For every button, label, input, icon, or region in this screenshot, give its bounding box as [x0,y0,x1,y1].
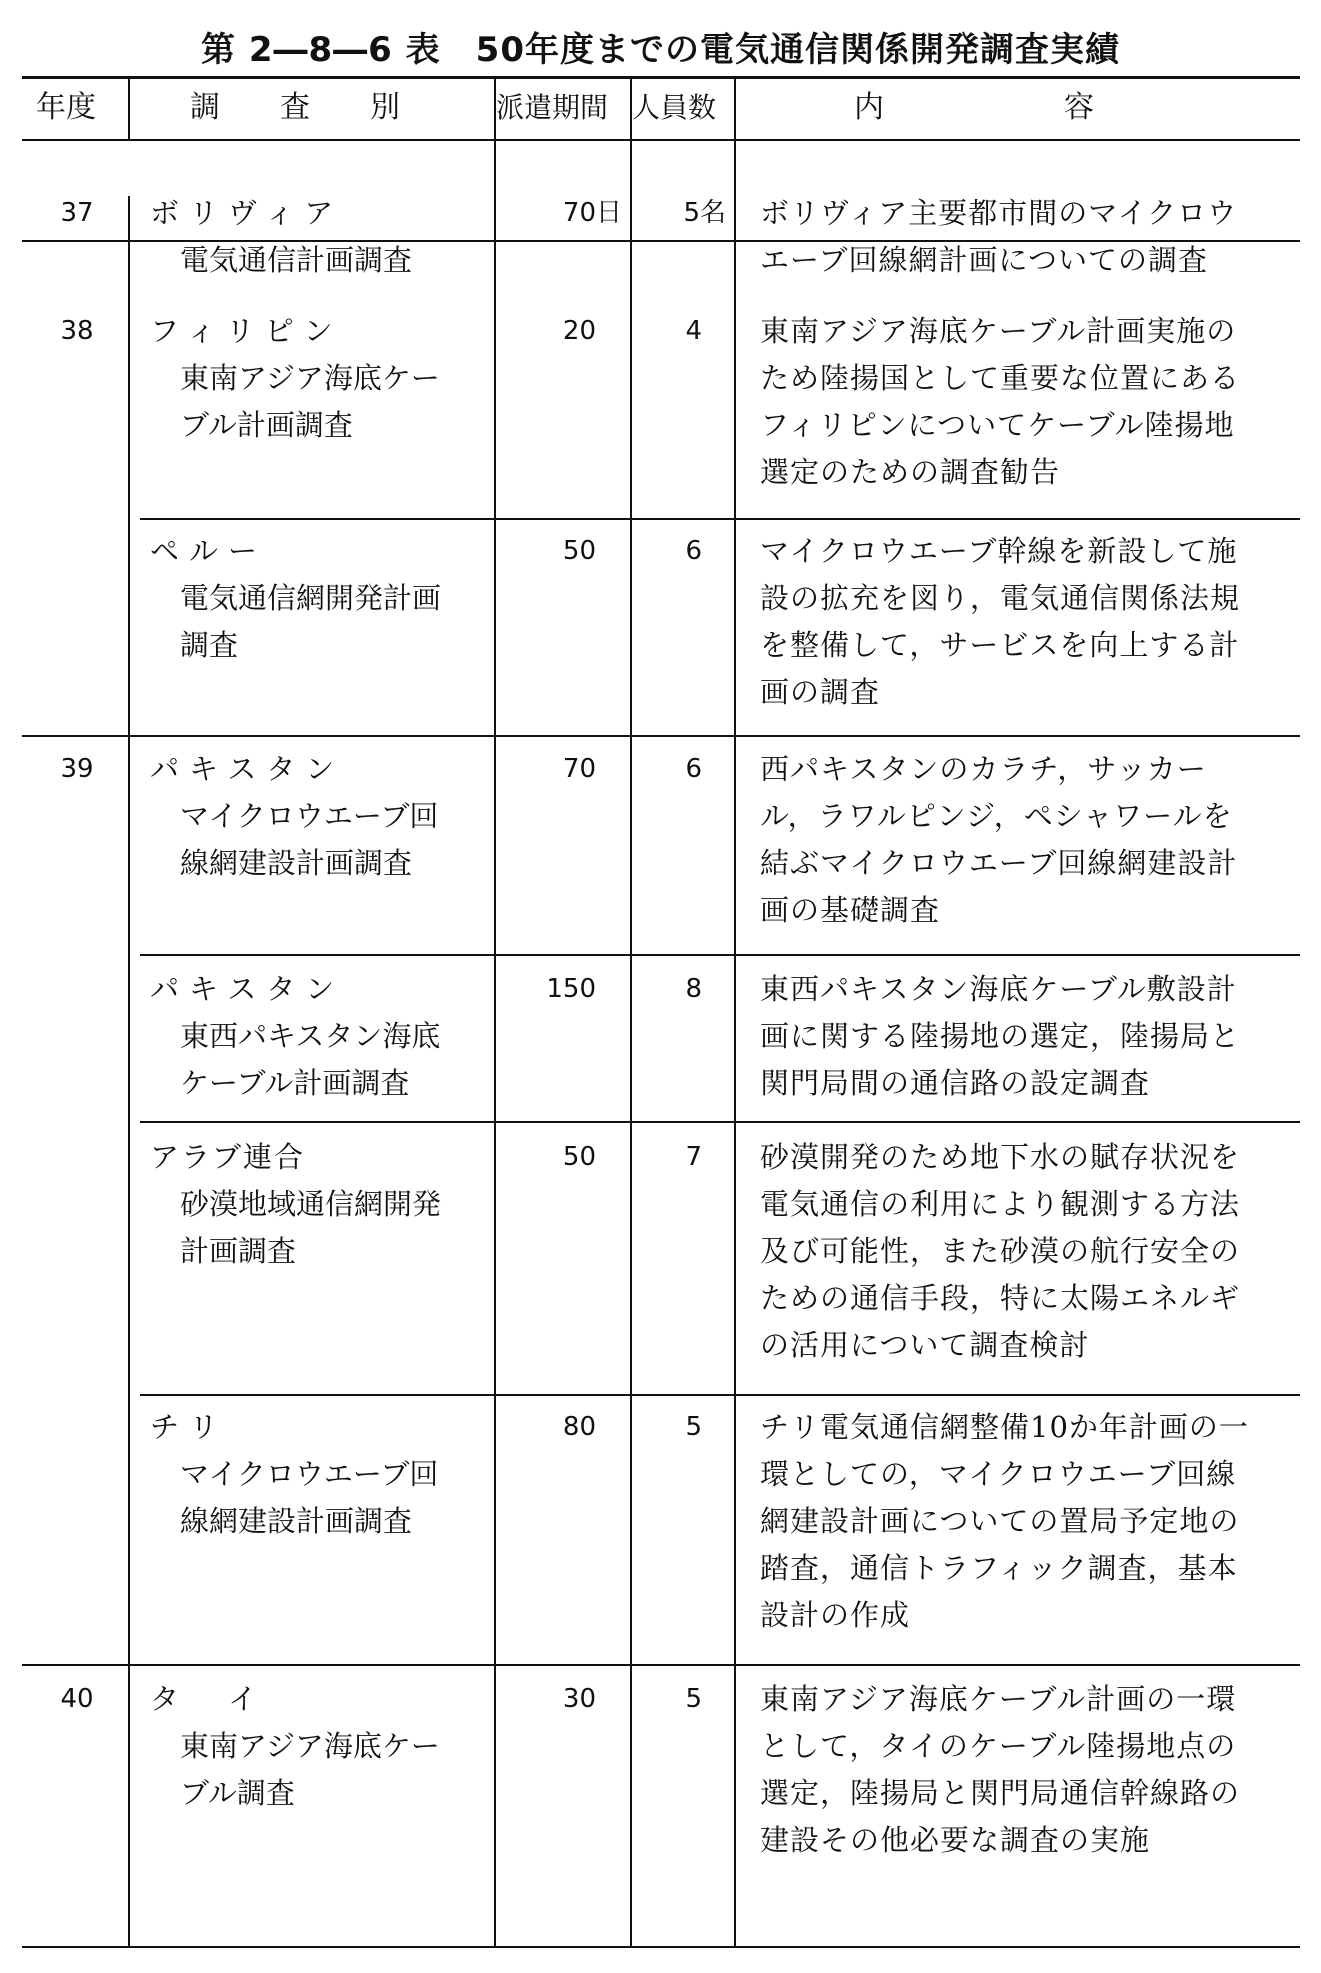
cell-people: 7 [685,1142,702,1172]
cell-survey: 電気通信網開発計画 [180,581,442,615]
cell-survey: 東西パキスタン海底 [180,1019,441,1053]
cell-survey: マイクロウエーブ回 [180,799,439,833]
header-period: 派遣期間 [496,91,609,124]
cell-period: 70日 [562,198,622,228]
cell-content: 選定，陸揚局と関門局通信幹線路の [760,1776,1241,1810]
cell-content: フィリピンについてケーブル陸揚地 [760,408,1235,442]
cell-content: 西パキスタンのカラチ，サッカー [760,752,1207,786]
column-divider [734,78,736,1946]
cell-period: 30 [562,1684,596,1714]
cell-period: 70 [562,754,596,784]
cell-content: ル，ラワルピンジ，ペシャワールを [760,799,1233,833]
row-divider [22,735,1300,737]
cell-survey: 計画調査 [180,1234,297,1268]
cell-content: 画の調査 [760,675,881,709]
cell-survey: 線網建設計画調査 [180,1504,413,1538]
page-title: 第 2―8―6 表 50年度までの電気通信関係開発調査実績 [201,30,1120,70]
header-year: 年度 [36,90,96,125]
cell-people: 5 [685,1412,702,1442]
cell-period: 50 [562,536,596,566]
column-divider [128,196,130,1946]
row-divider [140,1121,1300,1123]
cell-content: チリ電気通信網整備10か年計画の一 [760,1410,1249,1444]
cell-survey: ブル調査 [180,1776,295,1810]
header-content: 内 容 [854,90,1094,125]
cell-year: 39 [60,754,94,784]
row-divider [140,954,1300,956]
cell-people: 5名 [683,198,726,228]
cell-content: 環としての，マイクロウエーブ回線 [760,1457,1237,1491]
cell-country: チリ [150,1410,229,1444]
cell-content: 設計の作成 [760,1598,911,1632]
cell-survey: 線網建設計画調査 [180,846,413,880]
cell-period: 50 [562,1142,596,1172]
cell-country: パキスタン [150,752,345,786]
cell-content: を整備して，サービスを向上する計 [760,628,1240,662]
cell-content: 電気通信の利用により観測する方法 [760,1187,1241,1221]
cell-survey: マイクロウエーブ回 [180,1457,439,1491]
cell-content: エーブ回線網計画についての調査 [760,243,1208,277]
cell-country: フィリピン [150,314,343,348]
cell-content: ための通信手段，特に太陽エネルギ [760,1281,1241,1315]
cell-content: 建設その他必要な調査の実施 [760,1823,1151,1857]
cell-content: ため陸揚国として重要な位置にある [760,361,1241,395]
cell-people: 8 [685,974,702,1004]
cell-survey: ケーブル計画調査 [180,1066,410,1100]
cell-country: アラブ連合 [150,1140,306,1174]
row-divider [140,1394,1300,1396]
cell-content: 東西パキスタン海底ケーブル敷設計 [760,972,1237,1006]
cell-content: 東南アジア海底ケーブル計画の一環 [760,1682,1237,1716]
row-divider [22,1664,1300,1666]
cell-country: ボリヴィア [150,196,344,230]
cell-content: 設の拡充を図り，電気通信関係法規 [760,581,1241,615]
cell-people: 6 [685,536,702,566]
cell-content: 踏査，通信トラフィック調査，基本 [760,1551,1238,1585]
row-divider [140,518,1300,520]
cell-content: の活用について調査検討 [760,1328,1090,1362]
cell-country: タ イ [150,1682,268,1716]
cell-content: 画に関する陸揚地の選定，陸揚局と [760,1019,1241,1053]
cell-year: 37 [60,198,94,228]
cell-content: 選定のための調査勧告 [760,455,1061,489]
cell-content: 及び可能性，また砂漠の航行安全の [760,1234,1241,1268]
header-bottom-rule [22,139,1300,141]
cell-survey: ブル計画調査 [180,408,353,442]
cell-survey: 調査 [180,628,239,662]
cell-year: 38 [60,316,94,346]
header-people: 人員数 [632,91,717,124]
cell-content: 関門局間の通信路の設定調査 [760,1066,1151,1100]
cell-country: ペルー [150,534,268,568]
cell-content: として，タイのケーブル陸揚地点の [760,1729,1237,1763]
cell-people: 4 [685,316,702,346]
cell-content: 砂漠開発のため地下水の賦存状況を [760,1140,1241,1174]
cell-period: 150 [546,974,596,1004]
cell-year: 40 [60,1684,94,1714]
cell-content: 画の基礎調査 [760,893,941,927]
cell-period: 20 [562,316,596,346]
cell-survey: 東南アジア海底ケー [180,1729,440,1763]
column-divider [128,78,130,140]
cell-period: 80 [562,1412,596,1442]
table-bottom-rule [22,1946,1300,1948]
cell-survey: 電気通信計画調査 [180,243,413,277]
cell-survey: 東南アジア海底ケー [180,361,440,395]
cell-content: 網建設計画についての置局予定地の [760,1504,1240,1538]
cell-content: ボリヴィア主要都市間のマイクロウ [760,196,1238,230]
header-survey: 調 査 別 [190,90,400,125]
table-top-rule [22,76,1300,79]
cell-content: マイクロウエーブ幹線を新設して施 [760,534,1238,568]
cell-people: 5 [685,1684,702,1714]
cell-content: 東南アジア海底ケーブル計画実施の [760,314,1237,348]
cell-survey: 砂漠地域通信網開発 [180,1187,442,1221]
cell-content: 結ぶマイクロウエーブ回線網建設計 [760,846,1238,880]
cell-people: 6 [685,754,702,784]
cell-country: パキスタン [150,972,345,1006]
